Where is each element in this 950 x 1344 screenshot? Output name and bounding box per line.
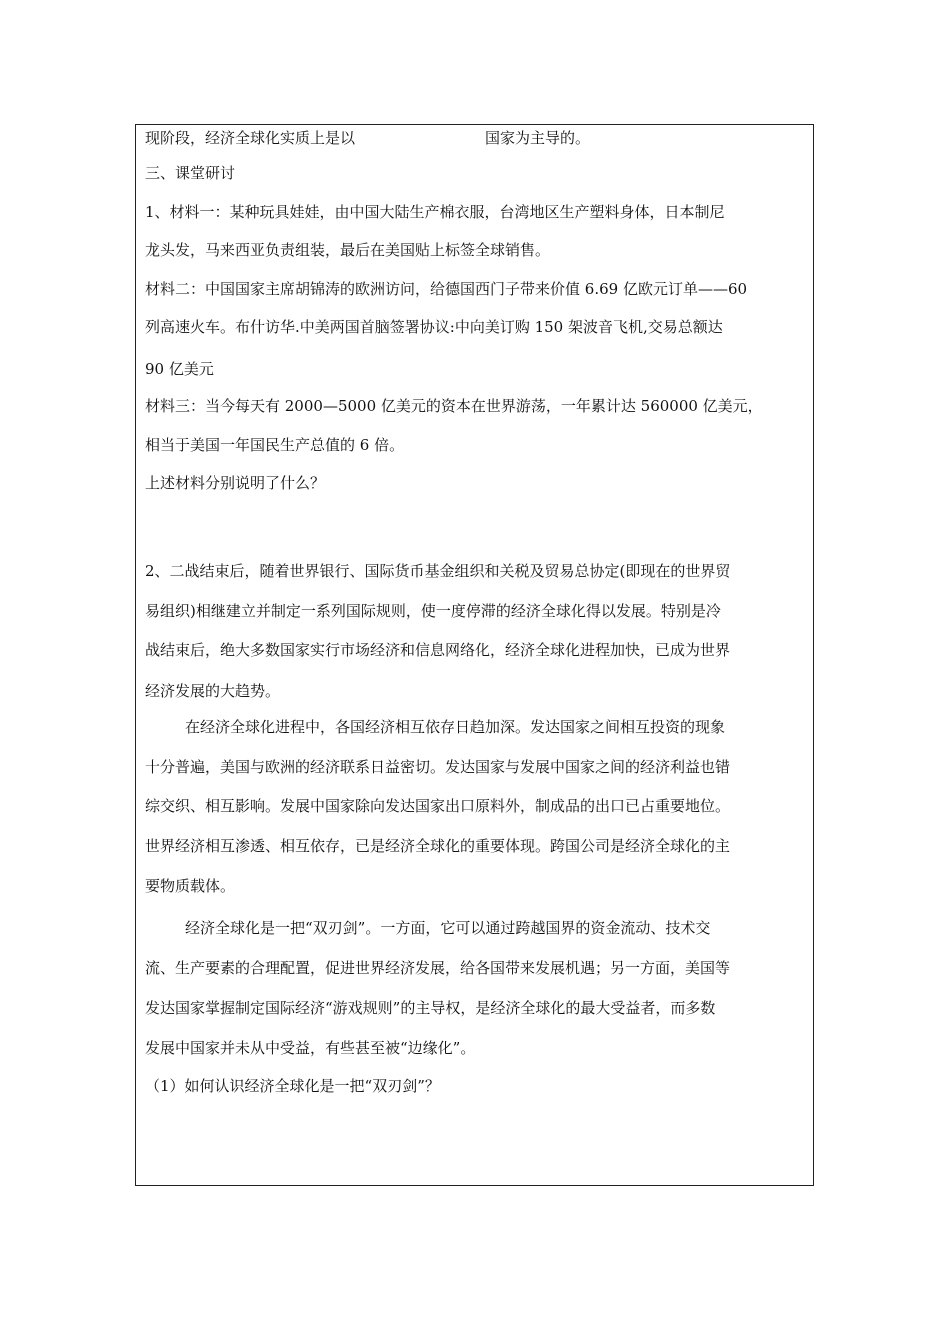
passage-line-5: 在经济全球化进程中，各国经济相互依存日趋加深。发达国家之间相互投资的现象 <box>185 718 726 736</box>
passage-line-12: 发达国家掌握制定国际经济“游戏规则”的主导权，是经济全球化的最大受益者，而多数 <box>145 999 716 1017</box>
material-one-line-2: 龙头发，马来西亚负责组装，最后在美国贴上标签全球销售。 <box>145 241 551 259</box>
passage-line-7: 综交织、相互影响。发展中国家除向发达国家出口原料外，制成品的出口已占重要地位。 <box>145 797 731 815</box>
material-one-line-1: 1、材料一：某种玩具娃娃，由中国大陆生产棉衣服，台湾地区生产塑料身体，日本制尼 <box>145 203 725 221</box>
material-two-line-1: 材料二：中国国家主席胡锦涛的欧洲访问，给德国西门子带来价值 6.69 亿欧元订单——60 <box>145 280 748 298</box>
passage-line-11: 流、生产要素的合理配置，促进世界经济发展，给各国带来发展机遇；另一方面，美国等 <box>145 959 731 977</box>
passage-line-10: 经济全球化是一把“双刃剑”。一方面，它可以通过跨越国界的资金流动、技术交 <box>185 919 711 937</box>
passage-line-8: 世界经济相互渗透、相互依存，已是经济全球化的重要体现。跨国公司是经济全球化的主 <box>145 837 731 855</box>
material-two-line-3: 90 亿美元 <box>145 360 214 378</box>
material-two-line-2: 列高速火车。布什访华.中美两国首脑签署协议:中向美订购 150 架波音飞机,交易总额达 <box>145 318 723 336</box>
passage-line-6: 十分普遍，美国与欧洲的经济联系日益密切。发达国家与发展中国家之间的经济利益也错 <box>145 758 731 776</box>
passage-line-2: 易组织)相继建立并制定一系列国际规则，使一度停滞的经济全球化得以发展。特别是冷 <box>145 602 721 620</box>
material-three-line-2: 相当于美国一年国民生产总值的 6 倍。 <box>145 436 405 454</box>
passage-line-3: 战结束后，绝大多数国家实行市场经济和信息网络化，经济全球化进程加快，已成为世界 <box>145 641 731 659</box>
fill-in-text-start: 现阶段，经济全球化实质上是以 <box>145 129 356 147</box>
passage-line-1: 2、二战结束后，随着世界银行、国际货币基金组织和关税及贸易总协定(即现在的世界贸 <box>145 562 731 580</box>
section-heading: 三、课堂研讨 <box>145 164 236 182</box>
passage-line-4: 经济发展的大趋势。 <box>145 682 281 700</box>
fill-in-line <box>145 128 590 148</box>
fill-in-text-end: 国家为主导的。 <box>485 129 591 147</box>
question-2: （1）如何认识经济全球化是一把“双刃剑”？ <box>145 1077 440 1095</box>
passage-line-9: 要物质载体。 <box>145 877 236 895</box>
material-three-line-1: 材料三：当今每天有 2000—5000 亿美元的资本在世界游荡，一年累计达 560000 亿美元， <box>145 397 763 415</box>
passage-line-13: 发展中国家并未从中受益，有些甚至被“边缘化”。 <box>145 1039 476 1057</box>
question-1: 上述材料分别说明了什么？ <box>145 474 326 492</box>
